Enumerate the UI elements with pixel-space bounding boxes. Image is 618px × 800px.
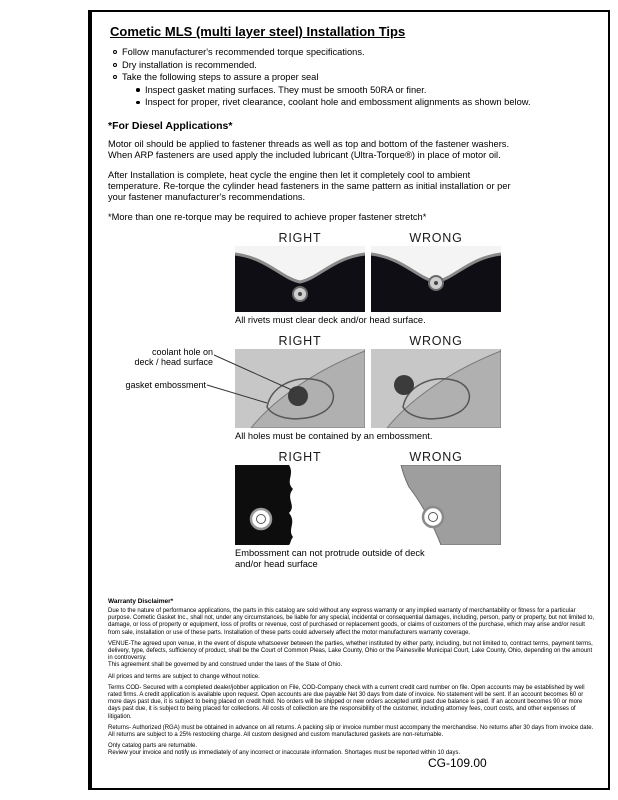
warranty-heading: Warranty Disclaimer* — [108, 598, 174, 605]
rivet-clearance-wrong-diagram — [371, 246, 501, 312]
filled-bullet-icon — [136, 101, 140, 105]
hole-embossment-right-diagram — [235, 349, 365, 428]
embossment-protrusion-wrong-diagram — [371, 465, 501, 545]
warranty-paragraph: All prices and terms are subject to change without notice. — [108, 673, 260, 680]
figure-hole-embossment — [108, 334, 592, 442]
tips-list — [112, 46, 592, 109]
callout-text: coolant hole on — [151, 346, 213, 357]
figure-embossment-protrusion — [108, 450, 592, 570]
page-title: Cometic MLS (multi layer steel) Installation Tips — [110, 24, 406, 39]
catalog-page-code: CG-109.00 — [428, 756, 487, 770]
right-label: RIGHT — [278, 449, 322, 464]
list-item — [112, 71, 592, 109]
right-label: RIGHT — [278, 230, 322, 245]
tip-text: Inspect for proper, rivet clearance, coolant hole and embossment alignments as shown below. — [145, 97, 531, 107]
open-bullet-icon — [113, 50, 117, 54]
open-bullet-icon — [113, 63, 117, 67]
open-bullet-icon — [113, 75, 117, 79]
caption-line: Embossment can not protrude outside of deck — [235, 547, 425, 558]
wrong-label: WRONG — [409, 230, 463, 245]
right-label: RIGHT — [278, 333, 322, 348]
wrong-label: WRONG — [409, 449, 463, 464]
wrong-label: WRONG — [409, 333, 463, 348]
warranty-paragraph: This agreement shall be governed by and construed under the laws of the State of Ohio. — [108, 662, 343, 669]
warranty-paragraph: Returns- Authorized (RGA) must be obtained in advance on all returns. A packing slip or invoice number must accompany the merchandise. No returns after 30 days from invoice date. All returns are subject to a 25% restocking charge. All custom designed and custom manufactured gaskets are non-returnable. — [108, 724, 594, 739]
figure-caption — [235, 548, 501, 570]
embossment-protrusion-right-diagram — [235, 465, 365, 545]
tip-text: Dry installation is recommended. — [122, 59, 257, 70]
list-item — [135, 96, 592, 109]
retorque-note: *More than one re-torque may be required to achieve proper fastener stretch* — [108, 211, 427, 222]
document-page — [88, 10, 610, 790]
tip-text: Take the following steps to assure a proper seal — [122, 72, 319, 82]
figure-caption: All rivets must clear deck and/or head surface. — [235, 314, 426, 325]
hole-embossment-wrong-diagram — [371, 349, 501, 428]
rivet-clearance-right-diagram — [235, 246, 365, 312]
sub-tips-list — [135, 84, 592, 109]
warranty-paragraph: Review your invoice and notify us immediately of any incorrect or inaccurate information. Shortages must be reported within 10 days. — [108, 750, 461, 757]
coolant-hole-callout — [108, 347, 213, 368]
tip-text: Follow manufacturer's recommended torque specifications. — [122, 47, 365, 57]
gasket-embossment-callout: gasket embossment — [125, 379, 206, 390]
diesel-applications-heading: *For Diesel Applications* — [108, 119, 233, 132]
warranty-paragraph: Due to the nature of performance applications, the parts in this catalog are sold without any express warranty or any implied warranty of merchantability or fitness for a particular purpose. Cometic Gasket Inc., shall not, under any circumstances, be liable for any special, incidental or consequential damages, including, person, party or property, but not limited to, damage, or loss of property or equipment, loss of profits or revenue, cost of purchased or replacement goods, or claims of customers of the purchase, which may arise and/or result from sale, installation or use of these parts. Installation of these parts could adversely affect the motor manufacturers warranty coverage. — [108, 608, 595, 636]
caption-line: and/or head surface — [235, 558, 318, 569]
list-item — [135, 84, 592, 97]
warranty-paragraph: Terms COD- Secured with a completed dealer/jobber application on File, COD-Company check with a current credit card number on file. Open accounts may be established by well rated firms. A credit application is available upon request. Open accounts are due payable Net 30 days from date of invoice. No statement will be sent. If an account becomes 60 or more days past due, it is subject to being placed on credit hold. No orders will be shipped or new orders accepted until past due balance is paid. If an account becomes 90 or more days past due, it is subject to being placed for collections. All costs of collection are the responsibility of the customer, including attorney fees, court costs, and other expenses of litigation. — [108, 684, 585, 720]
figure-rivet-clearance — [108, 231, 592, 326]
tip-text: Inspect gasket mating surfaces. They must be smooth 50RA or finer. — [145, 84, 427, 95]
filled-bullet-icon — [136, 88, 140, 92]
warranty-paragraph: VENUE-The agreed upon venue, in the event of dispute whatsoever between the parties, whether instituted by either party, including, but not limited to, contract terms, payment terms, delivery, type, defects, sufficiency of product, shall be the Court of Common Pleas, Lake County, Ohio or the Painesville Municipal Court, Lake County, Ohio, depending on the amount in controversy. — [108, 640, 593, 662]
figure-caption: All holes must be contained by an embossment. — [235, 430, 433, 441]
diesel-paragraph-2: After Installation is complete, heat cycle the engine then let it completely cool to ambient temperature. Re-torque the cylinder head fasteners in the same pattern as initial installation or per your fastener manufacturer's recommendations. — [108, 169, 511, 202]
list-item — [112, 59, 592, 72]
warranty-paragraph: Only catalog parts are returnable. — [108, 743, 198, 750]
callout-text: deck / head surface — [134, 357, 213, 367]
warranty-disclaimer-section — [108, 598, 596, 762]
diesel-paragraph-1: Motor oil should be applied to fastener threads as well as top and bottom of the fastener washers. When ARP fasteners are used apply the included lubricant (Ultra-Torque®) in place of motor oil. — [108, 138, 510, 160]
list-item — [112, 46, 592, 59]
